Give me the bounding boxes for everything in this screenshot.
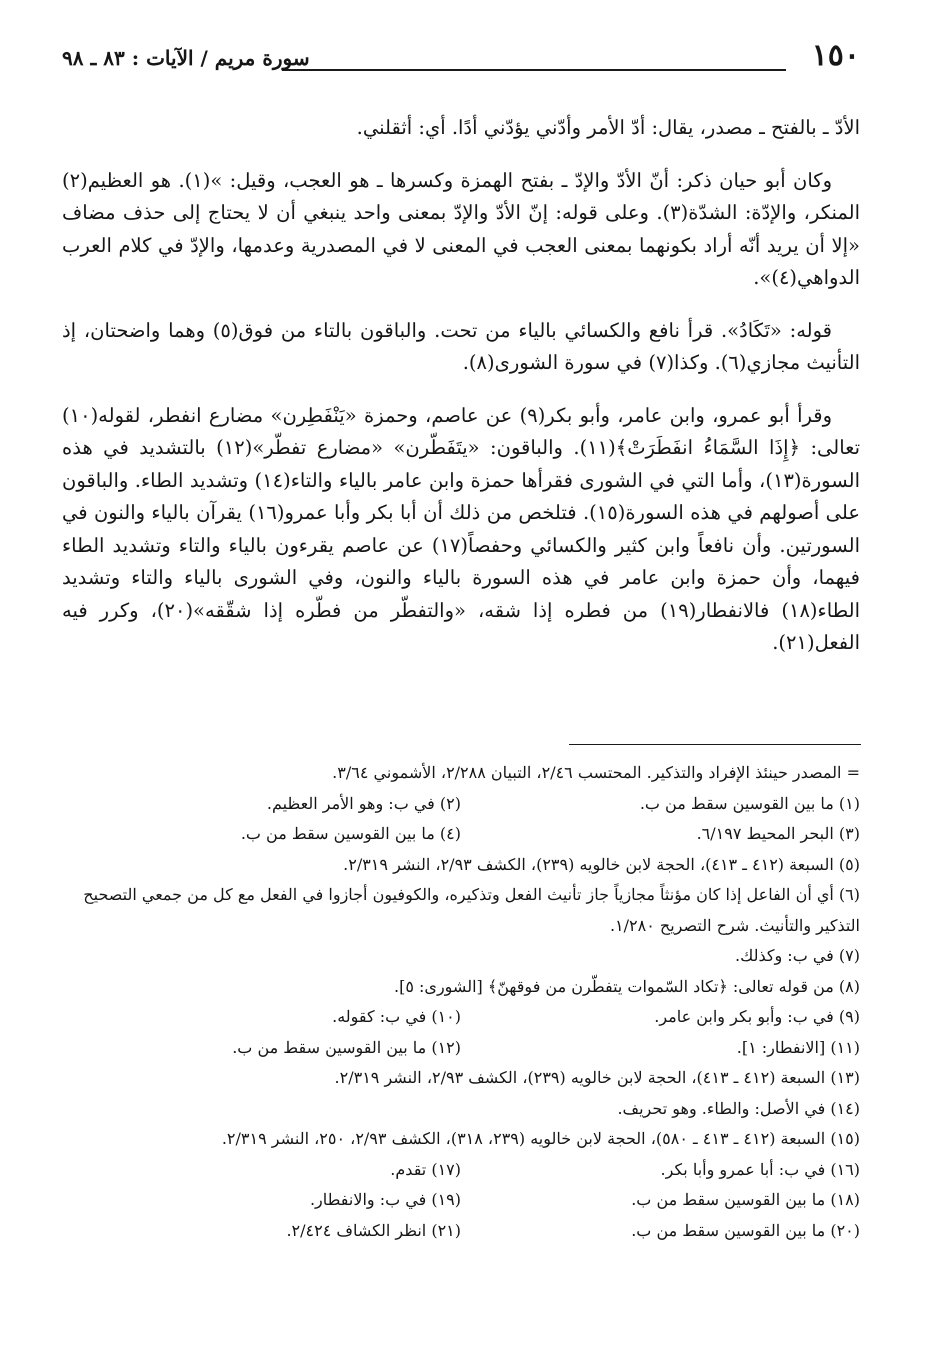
footnote: (٩) في ب: وأبو بكر وابن عامر. xyxy=(654,1007,860,1026)
footnote-separator xyxy=(569,744,861,745)
footnote: (٢) في ب: وهو الأمر العظيم. xyxy=(266,793,461,813)
footnote: (١٨) ما بين القوسين سقط من ب. xyxy=(631,1190,860,1209)
running-title: سورة مريم / الآيات : ٨٣ ـ ٩٨ xyxy=(62,46,310,70)
footnote: (١٤) في الأصل: والطاء. وهو تحريف. xyxy=(617,1098,860,1118)
footnote: (٤) ما بين القوسين سقط من ب. xyxy=(240,824,461,843)
footnote: (١٢) ما بين القوسين سقط من ب. xyxy=(232,1037,461,1057)
footnote-row xyxy=(62,819,860,850)
footnote: (٢٠) ما بين القوسين سقط من ب. xyxy=(631,1220,860,1240)
footnote: (١٥) السبعة (٤١٢ ـ ٤١٣ ـ ٥٨٠)، الحجة لابن خالويه (٢٣٩، ٣١٨)، الكشف ٢/٩٣، ٢٥٠، النشر ٢/٣١٩. xyxy=(221,1129,860,1148)
footnote: (١١) [الانفطار: ١]. xyxy=(736,1037,860,1057)
footnote-row xyxy=(62,789,860,820)
footnote: (١٧) تقدم. xyxy=(390,1159,461,1179)
paragraph: الأدّ ـ بالفتح ـ مصدر، يقال: أدّ الأمر وأدّني يؤدّني أدًا. أي: أثقلني. xyxy=(356,116,860,139)
footnote: (٣) البحر المحيط ٦/١٩٧. xyxy=(696,824,860,843)
footnote-row xyxy=(62,1155,860,1186)
footnote: (١٦) في ب: أبا عمرو وأبا بكر. xyxy=(660,1159,860,1179)
footnote-row xyxy=(62,1002,860,1033)
page-header xyxy=(62,38,860,78)
footnote: (١٣) السبعة (٤١٢ ـ ٤١٣)، الحجة لابن خالويه (٢٣٩)، الكشف ٢/٩٣، النشر ٢/٣١٩. xyxy=(334,1068,860,1087)
footnote: (٥) السبعة (٤١٢ ـ ٤١٣)، الحجة لابن خالويه (٢٣٩)، الكشف ٢/٩٣، النشر ٢/٣١٩. xyxy=(343,854,860,874)
footnotes xyxy=(62,758,860,1246)
footnote: (١٩) في ب: والانفطار. xyxy=(309,1190,461,1209)
main-text xyxy=(62,112,860,680)
footnote-row xyxy=(62,1185,860,1216)
header-rule xyxy=(282,69,786,71)
footnote-row xyxy=(62,1033,860,1064)
footnote-row xyxy=(62,1216,860,1247)
page-number: ١٥٠ xyxy=(811,38,860,73)
paragraph: قوله: «تَكَادُ». قرأ نافع والكسائي بالياء من تحت. والباقون بالتاء من فوق(٥) وهما واضحتان، إذ التأنيث مجازي(٦). وكذا(٧) في سورة الشورى(٨). xyxy=(62,318,860,374)
footnote: (٨) من قوله تعالى: ﴿تكاد السّموات يتفطّرن من فوقهنّ﴾ [الشورى: ٥]. xyxy=(394,976,860,996)
footnote: (٧) في ب: وكذلك. xyxy=(735,946,860,965)
footnote: (٦) أي أن الفاعل إذا كان مؤنثاً مجازياً جاز تأنيث الفعل وتذكيره، والكوفيون أجازوا في الفعل مع كل من جمعي التصحيح التذكير والتأنيث. شرح التصريح ١/٢٨٠. xyxy=(83,885,860,935)
paragraph: وكان أبو حيان ذكر: أنّ الأدّ والإدّ ـ بفتح الهمزة وكسرها ـ هو العجب، وقيل: »(١). هو العظيم(٢) المنكر، والإدّة: الشدّة(٣). وعلى قوله: إنّ الأدّ والإدّ بمعنى واحد ينبغي أن لا يحتاج إلى حذف مضاف «إلا أن يريد أنّه أراد بكونهما بمعنى العجب في المعنى لا في المصدرية وعدمها، والإدّ في كلام العرب الدواهي(٤)». xyxy=(62,168,860,289)
paragraph: وقرأ أبو عمرو، وابن عامر، وأبو بكر(٩) عن عاصم، وحمزة «يَنْفَطِرن» مضارع انفطر، لقوله(١٠) تعالى: ﴿إِذَا السَّمَاءُ انفَطَرَتْ﴾(١١). والباقون: «يتَفَطّرن» «مضارع تفطّر»(١٢) بالتشديد في هذه السورة(١٣)، وأما التي في الشورى فقرأها حمزة وابن عامر بالياء والتاء(١٤) وتشديد الطاء. والباقون على أصولهم في هذه السورة(١٥). فتلخص من ذلك أن أبا بكر وأبا عمرو(١٦) يقرآن بالياء والنون في السورتين. وأن نافعاً وابن كثير والكسائي وحفصاً(١٧) عن عاصم يقرءون بالياء والتاء وتشديد الطاء فيهما، وأن حمزة وابن عامر في هذه السورة بالياء والنون، وفي الشورى بالياء والتاء وتشديد الطاء(١٨) فالانفطار(١٩) من فطره إذا شقه، «والتفطّر من فطّره إذا شقّقه»(٢٠)، وكرر فيه الفعل(٢١). xyxy=(62,403,860,654)
footnote: (٢١) انظر الكشاف ٢/٤٢٤. xyxy=(286,1220,461,1240)
footnote: (١٠) في ب: كقوله. xyxy=(332,1007,461,1026)
footnote: (١) ما بين القوسين سقط من ب. xyxy=(639,793,860,813)
footnote: = المصدر حينئذ الإفراد والتذكير. المحتسب ٢/٤٦، التبيان ٢/٢٨٨، الأشموني ٣/٦٤. xyxy=(332,763,860,782)
